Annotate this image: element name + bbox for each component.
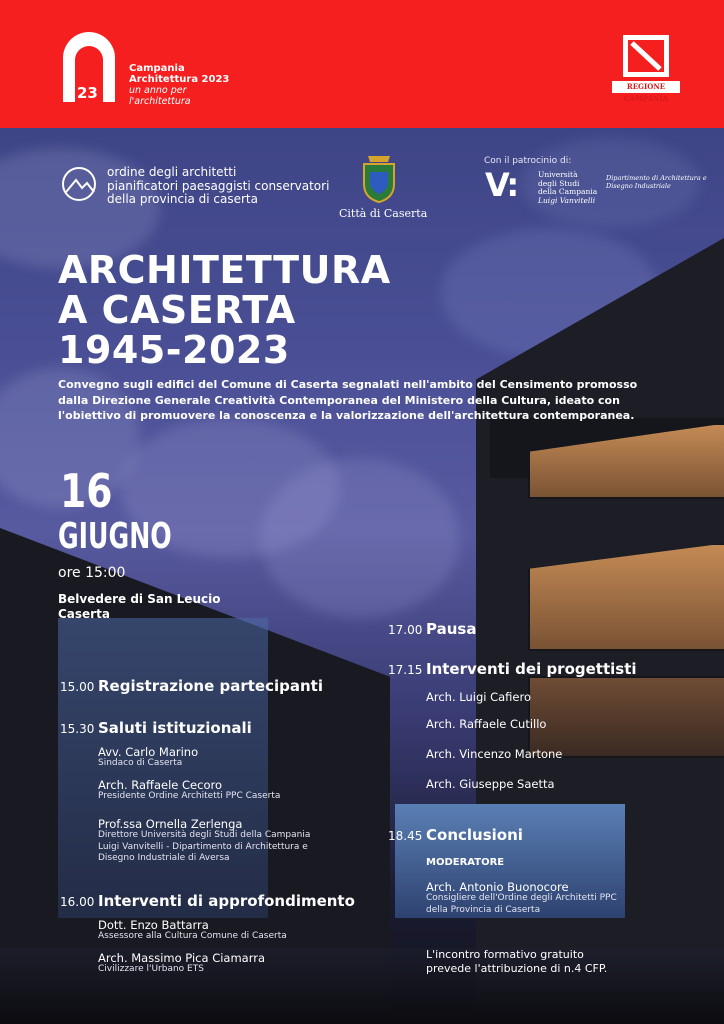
prog-time: 17.15 bbox=[388, 663, 423, 677]
campaign-title bbox=[129, 63, 229, 85]
s3-role bbox=[98, 830, 310, 865]
event-month: GIUGNO bbox=[58, 516, 172, 557]
univ-line1: Università bbox=[538, 170, 578, 179]
s3-role-line1: Direttore Università degli Studi della Campania bbox=[98, 830, 311, 840]
progettista-4: Arch. Giuseppe Saetta bbox=[426, 777, 555, 791]
ordine-architetti-icon bbox=[60, 166, 98, 202]
campaign-line4: l'architettura bbox=[129, 95, 191, 107]
header-bar bbox=[0, 0, 724, 128]
univ-line4: Luigi Vanvitelli bbox=[538, 195, 596, 205]
title-line1: ARCHITETTURA bbox=[58, 248, 391, 292]
description bbox=[58, 377, 637, 424]
s1-role: Sindaco di Caserta bbox=[98, 758, 183, 768]
approf-time: 16.00 bbox=[60, 895, 95, 909]
cfp-line2: prevede l'attribuzione di n.4 CFP. bbox=[426, 961, 608, 975]
reg-time: 15.00 bbox=[60, 680, 95, 694]
city-label: Città di Caserta bbox=[339, 207, 428, 220]
vanvitelli-logo: V: bbox=[485, 166, 518, 204]
s3-role-line3: Disegno Industriale di Aversa bbox=[98, 853, 230, 863]
a1-role: Assessore alla Cultura Comune di Caserta bbox=[98, 931, 287, 941]
campaign-subtitle bbox=[129, 86, 191, 107]
reg-title: Registrazione partecipanti bbox=[98, 677, 323, 695]
s2-name: Arch. Raffaele Cecoro bbox=[98, 778, 222, 792]
dept-line2: Disegno Industriale bbox=[606, 182, 671, 190]
department-name bbox=[606, 174, 707, 190]
cfp-note bbox=[426, 948, 607, 975]
region-shield-icon bbox=[618, 33, 674, 83]
concl-time: 18.45 bbox=[388, 829, 423, 843]
prog-title: Interventi dei progettisti bbox=[426, 660, 637, 678]
moderatore-label: MODERATORE bbox=[426, 857, 505, 868]
progettista-3: Arch. Vincenzo Martone bbox=[426, 747, 563, 761]
cfp-line1: L'incontro formativo gratuito bbox=[426, 948, 584, 961]
progettista-1: Arch. Luigi Cafiero bbox=[426, 690, 532, 704]
patrocinio-label: Con il patrocinio di: bbox=[484, 156, 572, 166]
region-label: REGIONE CAMPANIA bbox=[612, 81, 680, 93]
mod-role-line2: della Provincia di Caserta bbox=[426, 904, 541, 915]
a2-role: Civilizzare l'Urbano ETS bbox=[98, 964, 204, 974]
title-line3: 1945-2023 bbox=[58, 328, 290, 372]
ordine-line3: della provincia di caserta bbox=[107, 192, 258, 206]
concl-title: Conclusioni bbox=[426, 826, 523, 844]
univ-line3: della Campania bbox=[538, 187, 598, 197]
caserta-coat-of-arms-icon bbox=[360, 152, 398, 204]
saluti-title: Saluti istituzionali bbox=[98, 719, 252, 737]
description-line3: l'obiettivo di promuovere la conoscenza e la valorizzazione dell'architettura contemporanea. bbox=[58, 409, 635, 422]
campaign-line1: Campania bbox=[129, 63, 185, 74]
event-day: 16 bbox=[60, 464, 113, 518]
s1-name: Avv. Carlo Marino bbox=[98, 745, 199, 759]
univ-line2: degli Studi bbox=[538, 178, 580, 188]
venue-line2: Caserta bbox=[58, 607, 110, 621]
venue-line1: Belvedere di San Leucio bbox=[58, 592, 221, 606]
ordine-architetti-text bbox=[107, 166, 329, 207]
page-title bbox=[58, 250, 391, 370]
logo-number: 23 bbox=[77, 84, 98, 102]
campaign-line2: Architettura 2023 bbox=[129, 74, 230, 85]
ordine-line2: pianificatori paesaggisti conservatori bbox=[107, 178, 330, 193]
event-venue bbox=[58, 592, 220, 622]
progettista-2: Arch. Raffaele Cutillo bbox=[426, 717, 547, 731]
university-name bbox=[538, 171, 597, 205]
event-time: ore 15:00 bbox=[58, 565, 126, 581]
pausa-time: 17.00 bbox=[388, 623, 423, 637]
pausa-title: Pausa bbox=[426, 620, 477, 638]
saluti-time: 15.30 bbox=[60, 722, 95, 736]
moderator-name: Arch. Antonio Buonocore bbox=[426, 880, 569, 894]
ordine-line1: ordine degli architetti bbox=[107, 165, 237, 179]
dept-line1: Dipartimento di Architettura e bbox=[606, 174, 707, 182]
a2-name: Arch. Massimo Pica Ciamarra bbox=[98, 951, 266, 965]
campaign-line3: un anno per bbox=[129, 85, 187, 96]
a1-name: Dott. Enzo Battarra bbox=[98, 918, 209, 932]
s3-name: Prof.ssa Ornella Zerlenga bbox=[98, 817, 243, 831]
regione-campania-emblem bbox=[618, 33, 674, 103]
title-line2: A CASERTA bbox=[58, 288, 296, 332]
approf-title: Interventi di approfondimento bbox=[98, 892, 355, 910]
description-line2: dalla Direzione Generale Creatività Contemporanea del Ministero della Cultura, ideato con bbox=[58, 393, 620, 407]
moderator-role bbox=[426, 893, 617, 916]
mod-role-line1: Consigliere dell'Ordine degli Architetti PPC bbox=[426, 893, 617, 903]
s3-role-line2: Luigi Vanvitelli - Dipartimento di Architettura e bbox=[98, 841, 308, 852]
description-line1: Convegno sugli edifici del Comune di Caserta segnalati nell'ambito del Censimento promosso bbox=[58, 378, 638, 391]
s2-role: Presidente Ordine Architetti PPC Caserta bbox=[98, 791, 281, 801]
